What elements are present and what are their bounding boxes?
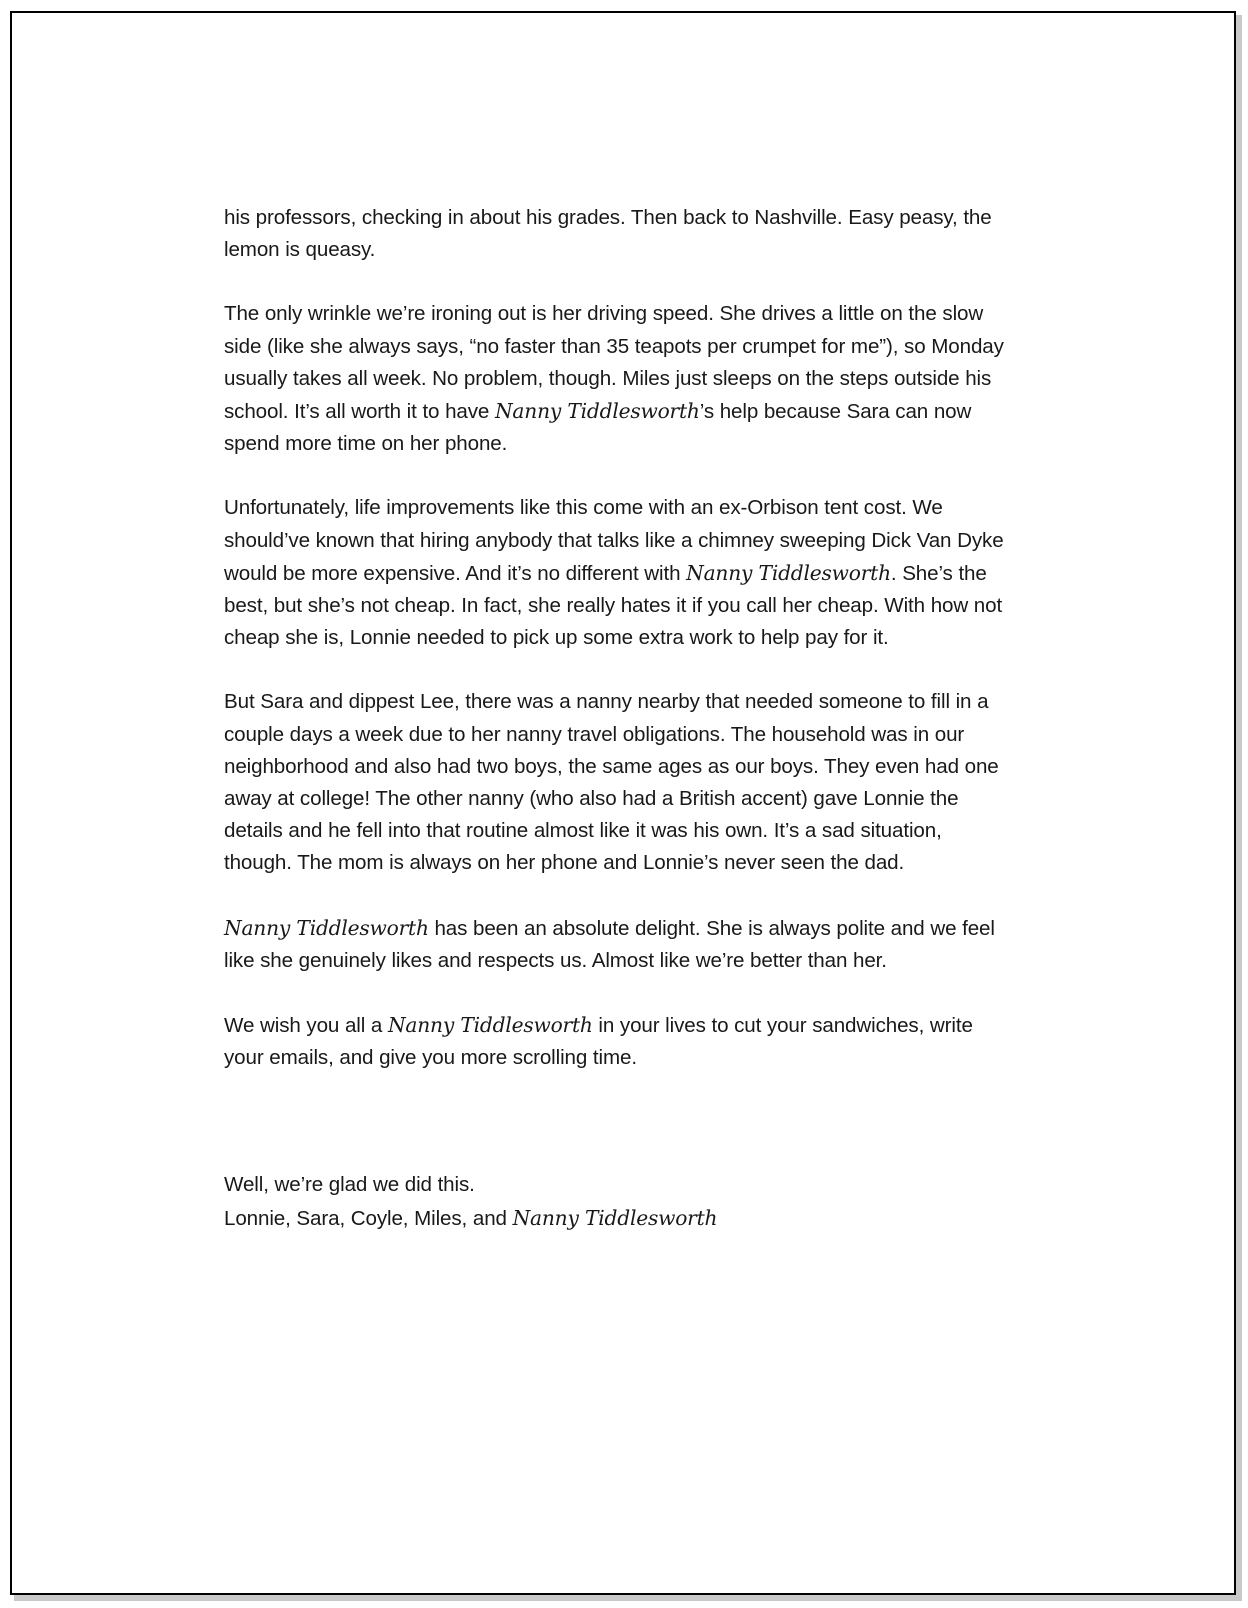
paragraph-1	[224, 202, 1006, 266]
nanny-tiddlesworth-script-4: Nanny Tiddlesworth	[387, 1013, 593, 1038]
nanny-tiddlesworth-script-1: Nanny Tiddlesworth	[494, 399, 700, 424]
paragraph-3	[224, 492, 1006, 654]
signoff-line-1: Well, we’re glad we did this.	[224, 1173, 475, 1197]
signoff-block	[224, 1169, 1006, 1234]
paragraph-4-text: But Sara and dippest Lee, there was a nanny nearby that needed someone to fill in a couple days a week due to her nanny travel obligations. The household was in our neighborhood and also had two boys, the same ages as our boys. They even had one away at college! The other nanny (who also had a British accent) gave Lonnie the details and he fell into that routine almost like it was his own. It’s a sad situation, though. The mom is always on her phone and Lonnie’s never seen the dad.	[224, 690, 999, 875]
letter-body	[224, 202, 1006, 1235]
paragraph-4	[224, 686, 1006, 879]
paragraph-6	[224, 1009, 1006, 1074]
paragraph-3-text-b: . She’s the best, but she’s not cheap. In fact, she really hates it if you call her cheap. With how not cheap she is, Lonnie needed to pick up some extra work to help pay for it.	[224, 561, 1003, 650]
paragraph-5	[224, 912, 1006, 977]
paragraph-2-text-a: The only wrinkle we’re ironing out is her driving speed. She drives a little on the slow side (like she always says, “no faster than 35 teapots per crumpet for me”), so Monday usually takes all week. No problem, though. Miles just sleeps on the steps outside his school. It’s all worth it to have	[224, 302, 1004, 424]
nanny-tiddlesworth-script-2: Nanny Tiddlesworth	[686, 560, 891, 585]
signoff-line-2	[224, 1202, 1006, 1235]
signoff-names: Lonnie, Sara, Coyle, Miles, and	[224, 1206, 513, 1230]
document-page	[10, 11, 1236, 1595]
nanny-tiddlesworth-script-3: Nanny Tiddlesworth	[224, 915, 429, 940]
nanny-tiddlesworth-script-5: Nanny Tiddlesworth	[512, 1205, 718, 1230]
paragraph-2	[224, 298, 1006, 460]
paragraph-5-text: has been an absolute delight. She is always polite and we feel like she genuinely likes and respects us. Almost like we’re better than her.	[224, 916, 995, 972]
paragraph-6-text-b: in your lives to cut your sandwiches, write your emails, and give you more scrolling time.	[224, 1014, 973, 1070]
paragraph-6-text-a: We wish you all a	[224, 1014, 388, 1038]
paragraph-1-text: his professors, checking in about his grades. Then back to Nashville. Easy peasy, the lemon is queasy.	[224, 206, 992, 262]
paragraph-2-text-b: ’s help because Sara can now spend more time on her phone.	[224, 400, 972, 456]
paragraph-3-text-a: Unfortunately, life improvements like this come with an ex-Orbison tent cost. We should’ve known that hiring anybody that talks like a chimney sweeping Dick Van Dyke would be more expensive. And it’s no different with	[224, 496, 1004, 585]
